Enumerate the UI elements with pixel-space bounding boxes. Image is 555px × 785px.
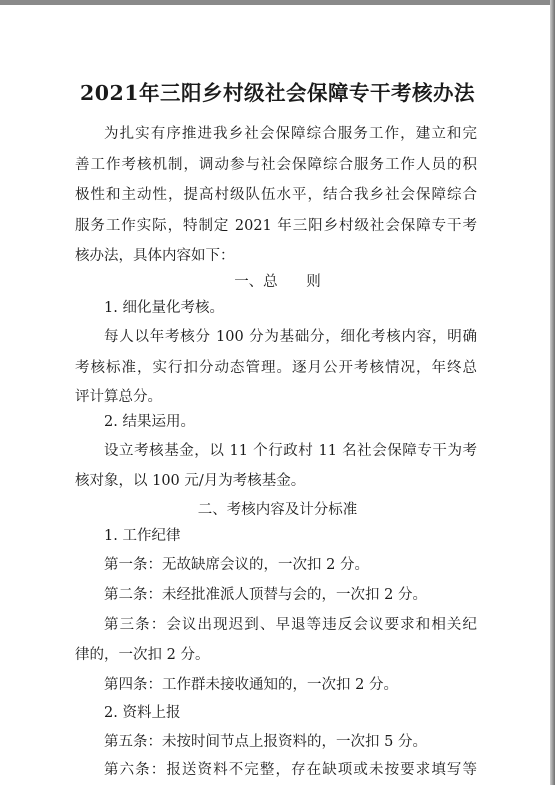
- intro-line: 极性和主动性，提高村级队伍水平，结合我乡社会保障综合: [75, 187, 477, 203]
- rule-line: 律的，一次扣 2 分。: [75, 647, 210, 663]
- intro-line: 善工作考核机制，调动参与社会保障综合服务工作人员的积: [75, 157, 477, 173]
- rule-line: 第三条：会议出现迟到、早退等违反会议要求和相关纪: [104, 617, 477, 633]
- section-heading: 一、总 则: [234, 274, 321, 290]
- paragraph-line: 评计算总分。: [75, 389, 162, 405]
- paragraph-line: 核对象，以 100 元/月为考核基金。: [75, 473, 306, 489]
- rule-line: 第二条：未经批准派人顶替与会的，一次扣 2 分。: [104, 587, 427, 603]
- scan-edge-top: [0, 0, 555, 5]
- sub-title: 2. 资料上报: [104, 705, 181, 721]
- document-title: 2021年三阳乡村级社会保障专干考核办法: [79, 81, 476, 105]
- item-title: 2. 结果运用。: [104, 414, 195, 430]
- sub-title: 1. 工作纪律: [104, 528, 181, 544]
- paragraph-line: 设立考核基金，以 11 个行政村 11 名社会保障专干为考: [104, 443, 477, 459]
- intro-line: 服务工作实际，特制定 2021 年三阳乡村级社会保障专干考: [75, 218, 477, 234]
- intro-line: 核办法，具体内容如下：: [75, 248, 235, 264]
- scan-edge-right: [550, 0, 555, 785]
- paragraph-line: 每人以年考核分 100 分为基础分，细化考核内容，明确: [104, 329, 477, 345]
- intro-line: 为扎实有序推进我乡社会保障综合服务工作，建立和完: [104, 126, 477, 142]
- section-heading: 二、考核内容及计分标准: [197, 502, 358, 518]
- paragraph-line: 考核标准，实行扣分动态管理。逐月公开考核情况，年终总: [75, 360, 477, 376]
- rule-line: 第四条：工作群未接收通知的，一次扣 2 分。: [104, 677, 398, 693]
- rule-line: 第六条：报送资料不完整，存在缺项或未按要求填写等: [104, 762, 477, 778]
- rule-line: 第五条：未按时间节点上报资料的，一次扣 5 分。: [104, 734, 427, 750]
- item-title: 1. 细化量化考核。: [104, 300, 224, 316]
- rule-line: 第一条：无故缺席会议的，一次扣 2 分。: [104, 557, 369, 573]
